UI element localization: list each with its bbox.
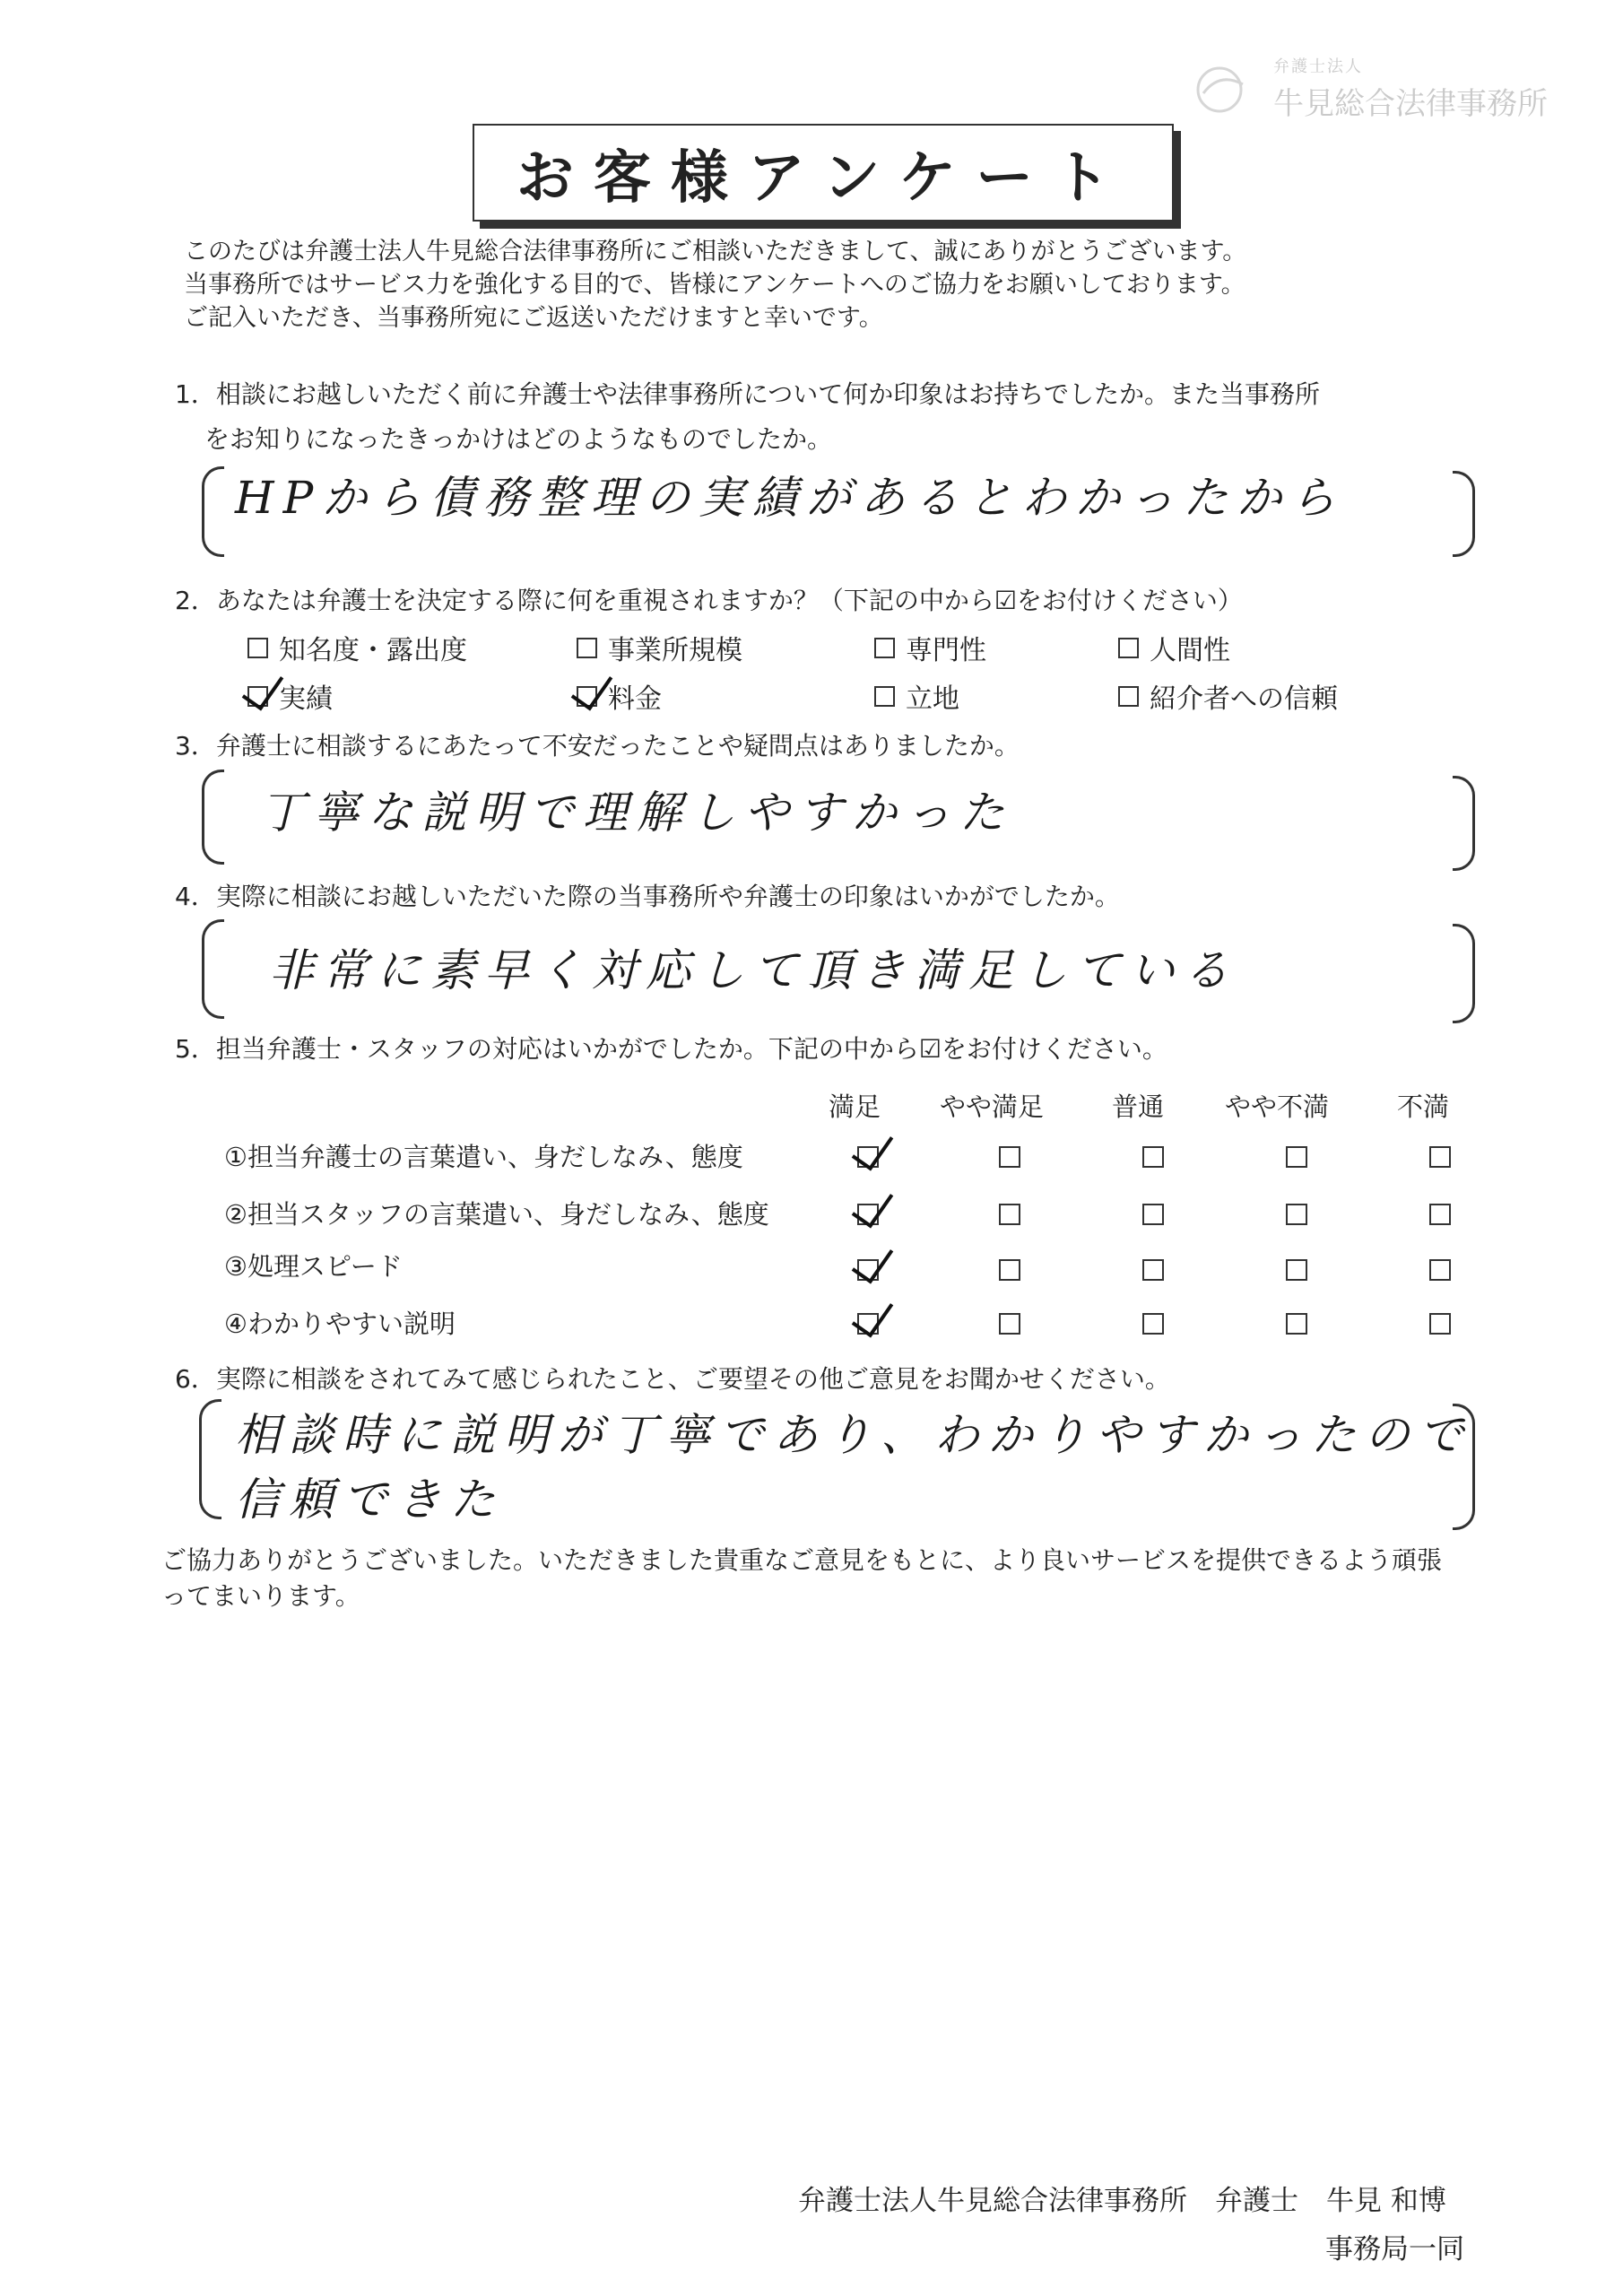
question-3: 3．弁護士に相談するにあたって不安だったことや疑問点はありましたか。 — [175, 731, 1020, 761]
check-mark-icon — [852, 1239, 894, 1284]
rating-header-unsatisfied: 不満 — [1397, 1091, 1450, 1122]
option-referrer-trust[interactable] — [1118, 676, 1338, 716]
answer-6-handwriting-line1[interactable]: 相談時に説明が丁寧であり、わかりやすかったので — [235, 1409, 1472, 1461]
intro-line: このたびは弁護士法人牛見総合法律事務所にご相談いただきまして、誠にありがとうございます。 — [184, 238, 1247, 265]
checkbox[interactable] — [247, 638, 268, 658]
rating-checkbox[interactable] — [1286, 1146, 1307, 1168]
option-label: 知名度・露出度 — [279, 635, 467, 666]
rating-checkbox-checked[interactable] — [857, 1204, 879, 1225]
checkbox-checked[interactable] — [247, 686, 268, 707]
intro-text — [184, 235, 1246, 335]
check-mark-icon — [852, 1183, 894, 1229]
checkbox[interactable] — [577, 638, 597, 658]
option-label: 専門性 — [906, 635, 986, 666]
option-fee[interactable] — [577, 676, 662, 716]
question-1-line2: をお知りになったきっかけはどのようなものでしたか。 — [204, 424, 833, 454]
question-2: 2．あなたは弁護士を決定する際に何を重視されますか？（下記の中から☑をお付けください） — [175, 586, 1243, 615]
intro-line: 当事務所ではサービス力を強化する目的で、皆様にアンケートへのご協力をお願いしております。 — [184, 271, 1245, 299]
signature-office-staff: 事務局一同 — [1325, 2233, 1464, 2266]
logo-mark-icon — [1193, 63, 1255, 117]
rating-checkbox[interactable] — [1142, 1313, 1164, 1335]
answer-1-bracket-right — [1453, 471, 1475, 557]
answer-1-bracket-left — [202, 466, 224, 557]
survey-title-box — [473, 124, 1174, 222]
rating-header-somewhat-satisfied: やや満足 — [940, 1091, 1045, 1122]
check-mark-icon — [242, 665, 284, 710]
rating-checkbox[interactable] — [1286, 1204, 1307, 1225]
rating-checkbox[interactable] — [1142, 1259, 1164, 1281]
option-label: 料金 — [608, 683, 662, 715]
checkbox[interactable] — [1118, 638, 1139, 658]
rating-checkbox[interactable] — [1142, 1204, 1164, 1225]
rating-checkbox[interactable] — [1286, 1313, 1307, 1335]
check-mark-icon — [852, 1126, 894, 1171]
rating-checkbox[interactable] — [1142, 1146, 1164, 1168]
answer-1-handwriting[interactable]: HPから債務整理の実績があるとわかったから — [235, 472, 1345, 524]
option-label: 実績 — [279, 683, 333, 715]
rating-checkbox-checked[interactable] — [857, 1146, 879, 1168]
question-5: 5．担当弁護士・スタッフの対応はいかがでしたか。下記の中から☑をお付けください。 — [175, 1034, 1167, 1064]
option-label: 事業所規模 — [608, 635, 742, 666]
page-title: お客様アンケート — [516, 144, 1131, 212]
answer-4-bracket-left — [202, 919, 224, 1019]
signature-firm-lawyer: 弁護士法人牛見総合法律事務所 弁護士 牛見 和博 — [798, 2185, 1446, 2217]
option-personality[interactable] — [1118, 628, 1230, 667]
rating-checkbox[interactable] — [1429, 1313, 1451, 1335]
option-track-record[interactable] — [247, 676, 333, 716]
rating-checkbox-checked[interactable] — [857, 1259, 879, 1281]
logo-subtitle: 弁護士法人 — [1273, 57, 1363, 76]
check-mark-icon — [852, 1292, 894, 1338]
rating-checkbox[interactable] — [1286, 1259, 1307, 1281]
answer-6-handwriting-line2[interactable]: 信頼できた — [235, 1474, 504, 1526]
option-label: 立地 — [906, 683, 959, 715]
checkbox[interactable] — [874, 686, 895, 707]
answer-3-bracket-right — [1453, 776, 1475, 871]
rating-header-somewhat-unsatisfied: やや不満 — [1225, 1091, 1330, 1122]
rating-checkbox[interactable] — [1429, 1146, 1451, 1168]
checkbox[interactable] — [1118, 686, 1139, 707]
option-expertise[interactable] — [874, 628, 986, 667]
answer-3-bracket-left — [202, 770, 224, 865]
option-office-size[interactable] — [577, 628, 742, 667]
check-mark-icon — [571, 665, 613, 710]
rating-header-neutral: 普通 — [1112, 1091, 1165, 1122]
rating-row-label: ④わかりやすい説明 — [224, 1309, 456, 1339]
rating-checkbox[interactable] — [1429, 1259, 1451, 1281]
answer-6-bracket-left — [199, 1399, 221, 1519]
rating-row-label: ①担当弁護士の言葉遣い、身だしなみ、態度 — [224, 1142, 743, 1172]
option-label: 人間性 — [1150, 635, 1230, 666]
closing-message: ご協力ありがとうございました。いただきました貴重なご意見をもとに、より良いサービスを提供できるよう頑張ってまいります。 — [161, 1545, 1443, 1611]
rating-header-satisfied: 満足 — [829, 1091, 881, 1122]
option-location[interactable] — [874, 676, 959, 716]
answer-4-handwriting[interactable]: 非常に素早く対応して頂き満足している — [269, 944, 1237, 996]
rating-checkbox[interactable] — [999, 1204, 1020, 1225]
checkbox[interactable] — [874, 638, 895, 658]
rating-row-label: ③処理スピード — [224, 1251, 403, 1282]
option-name-recognition[interactable] — [247, 628, 467, 667]
question-4: 4．実際に相談にお越しいただいた際の当事務所や弁護士の印象はいかがでしたか。 — [175, 882, 1120, 911]
logo-firm-name: 牛見総合法律事務所 — [1273, 86, 1548, 122]
option-label: 紹介者への信頼 — [1150, 683, 1338, 715]
answer-4-bracket-right — [1453, 924, 1475, 1023]
rating-checkbox[interactable] — [999, 1259, 1020, 1281]
question-6: 6．実際に相談をされてみて感じられたこと、ご要望その他ご意見をお聞かせください。 — [175, 1364, 1170, 1394]
rating-checkbox-checked[interactable] — [857, 1313, 879, 1335]
checkbox-checked[interactable] — [577, 686, 597, 707]
question-1-line1: 1．相談にお越しいただく前に弁護士や法律事務所について何か印象はお持ちでしたか。また当事務所 — [175, 379, 1320, 409]
answer-3-handwriting[interactable]: 丁寧な説明で理解しやすかった — [260, 787, 1013, 839]
rating-checkbox[interactable] — [1429, 1204, 1451, 1225]
rating-checkbox[interactable] — [999, 1146, 1020, 1168]
intro-line: ご記入いただき、当事務所宛にご返送いただけますと幸いです。 — [184, 304, 883, 332]
rating-checkbox[interactable] — [999, 1313, 1020, 1335]
rating-row-label: ②担当スタッフの言葉遣い、身だしなみ、態度 — [224, 1199, 769, 1230]
